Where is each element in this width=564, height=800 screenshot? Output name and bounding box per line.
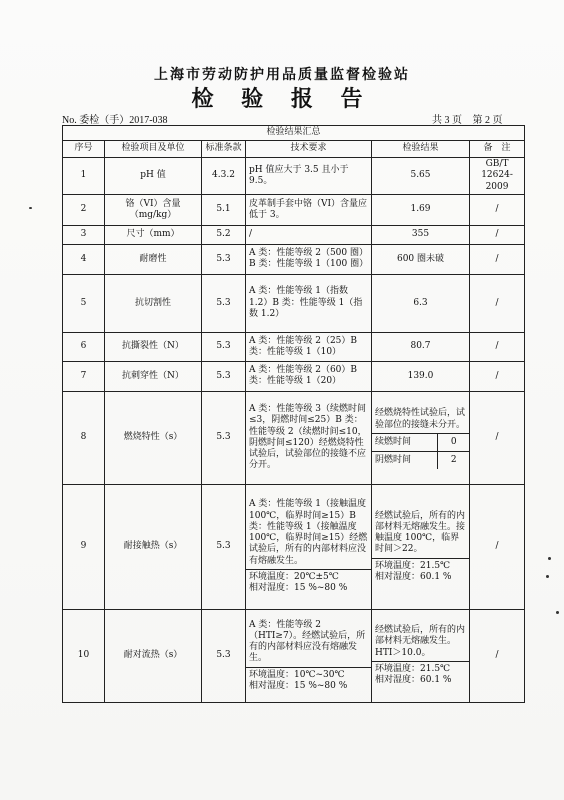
technical-requirement: A 类：性能等级 3（续燃时间≤3，阴燃时间≤25）B 类：性能等级 2（续燃时间≤10，阴燃时间≤120）经燃烧特性试验后，试验部位的接缝不应分开。: [246, 391, 372, 484]
table-header-row: [63, 141, 525, 158]
technical-requirement: 皮革制手套中铬（VI）含量应低于 3。: [246, 194, 372, 225]
test-result: 6.3: [372, 274, 470, 332]
standard-clause: 5.3: [202, 244, 246, 274]
requirement-environment: [246, 667, 371, 695]
remark: /: [470, 194, 525, 225]
ambient-temperature: 环境温度：21.5℃: [375, 560, 451, 571]
technical-requirement: A 类：性能等级 2（60）B 类：性能等级 1（20）: [246, 361, 372, 391]
test-result: [372, 391, 470, 484]
test-result: [372, 609, 470, 702]
result-environment: [372, 661, 469, 689]
test-item: 燃烧特性（s）: [105, 391, 202, 484]
row-number: 10: [63, 609, 105, 702]
row-number: 1: [63, 158, 105, 195]
afterglow-value: 2: [438, 452, 469, 470]
technical-requirement: A 类：性能等级 1（指数 1.2）B 类：性能等级 1（指数 1.2）: [246, 274, 372, 332]
table-row: [63, 391, 525, 484]
row-number: 3: [63, 225, 105, 244]
table-row: [63, 158, 525, 195]
row-number: 9: [63, 484, 105, 609]
remark: /: [470, 484, 525, 609]
test-item: 耐接触热（s）: [105, 484, 202, 609]
technical-requirement: [246, 484, 372, 609]
standard-clause: 5.3: [202, 361, 246, 391]
row-number: 6: [63, 332, 105, 361]
ambient-temperature: 环境温度：20℃±5℃: [249, 571, 339, 582]
standard-clause: 4.3.2: [202, 158, 246, 195]
standard-clause: 5.3: [202, 274, 246, 332]
relative-humidity: 相对湿度：60.1 %: [375, 675, 452, 686]
standard-clause: 5.3: [202, 391, 246, 484]
test-result: 80.7: [372, 332, 470, 361]
table-row: [63, 361, 525, 391]
standard-clause: 5.3: [202, 332, 246, 361]
result-text: 经燃试验后，所有的内部材料无熔融发生。HTI＞10.0。: [375, 625, 466, 658]
row-number: 8: [63, 391, 105, 484]
requirement-text: A 类：性能等级 2（HTI≥7）。经燃试验后，所有的内部材料应没有熔融发生。: [249, 619, 366, 664]
result-environment: [372, 558, 469, 586]
standard-clause: 5.1: [202, 194, 246, 225]
table-row: [63, 274, 525, 332]
remark: /: [470, 274, 525, 332]
remark: /: [470, 391, 525, 484]
test-result: 1.69: [372, 194, 470, 225]
remark: /: [470, 361, 525, 391]
row-number: 7: [63, 361, 105, 391]
column-header: 检验项目及单位: [105, 141, 202, 158]
afterglow-label: 阴燃时间: [372, 452, 438, 470]
scan-speck: [548, 557, 551, 560]
technical-requirement: A 类：性能等级 2（500 圈）B 类：性能等级 1（100 圈）: [246, 244, 372, 274]
remark: /: [470, 244, 525, 274]
technical-requirement: [246, 609, 372, 702]
column-header: 序号: [63, 141, 105, 158]
test-item: 抗刺穿性（N）: [105, 361, 202, 391]
requirement-environment: [246, 569, 371, 597]
column-header: 检验结果: [372, 141, 470, 158]
row-number: 5: [63, 274, 105, 332]
requirement-text: A 类：性能等级 1（接触温度 100℃，临界时间≥15）B 类：性能等级 1（接触温度 100℃，临界时间≥15）经燃试验后，所有的内部材料应没有熔融发生。: [249, 499, 368, 566]
report-number: No. 委检（手）2017-038: [62, 115, 168, 126]
results-summary-table: [62, 125, 525, 703]
table-row: [63, 332, 525, 361]
relative-humidity: 相对湿度：60.1 %: [375, 571, 452, 582]
technical-requirement: /: [246, 225, 372, 244]
row-number: 2: [63, 194, 105, 225]
standard-clause: 5.3: [202, 609, 246, 702]
page-indicator: [432, 111, 511, 126]
ambient-temperature: 环境温度：10℃~30℃: [249, 669, 345, 680]
table-caption: 检验结果汇总: [63, 126, 525, 141]
technical-requirement: A 类：性能等级 2（25）B 类：性能等级 1（10）: [246, 332, 372, 361]
test-result: [372, 484, 470, 609]
test-result: 5.65: [372, 158, 470, 195]
scan-speck: [556, 611, 559, 614]
ambient-temperature: 环境温度：21.5℃: [375, 663, 451, 674]
table-row: [63, 609, 525, 702]
remark: /: [470, 609, 525, 702]
pages-total: 共 3 页: [432, 115, 462, 126]
afterflame-value: 0: [438, 433, 469, 451]
table-row: [63, 225, 525, 244]
technical-requirement: pH 值应大于 3.5 且小于 9.5。: [246, 158, 372, 195]
scan-speck: [546, 575, 549, 578]
remark: /: [470, 225, 525, 244]
table-row: [63, 484, 525, 609]
result-text: 经燃试验后，所有的内部材料无熔融发生。接触温度 100℃，临界时间＞22。: [375, 510, 466, 555]
scan-speck: [29, 207, 32, 209]
standard-clause: 5.3: [202, 484, 246, 609]
test-item: 耐对流热（s）: [105, 609, 202, 702]
test-item: 耐磨性: [105, 244, 202, 274]
remark: /: [470, 332, 525, 361]
test-item: 尺寸（mm）: [105, 225, 202, 244]
row-number: 4: [63, 244, 105, 274]
test-result: 139.0: [372, 361, 470, 391]
relative-humidity: 相对湿度：15 %~80 %: [249, 680, 348, 691]
test-item: pH 值: [105, 158, 202, 195]
column-header: 技术要求: [246, 141, 372, 158]
report-title: 检 验 报 告: [191, 86, 373, 112]
test-item: 抗切割性: [105, 274, 202, 332]
relative-humidity: 相对湿度：15 %~80 %: [249, 583, 348, 593]
burning-times: [372, 433, 469, 470]
column-header: 标准条款: [202, 141, 246, 158]
organization-name: 上海市劳动防护用品质量监督检验站: [154, 67, 410, 83]
table-row: [63, 244, 525, 274]
table-row: [63, 194, 525, 225]
afterflame-label: 续燃时间: [372, 433, 438, 451]
remark: GB/T 12624-2009: [470, 158, 525, 195]
page-current: 第 2 页: [472, 115, 503, 126]
test-item: 铬（VI）含量（mg/kg）: [105, 194, 202, 225]
test-item: 抗撕裂性（N）: [105, 332, 202, 361]
test-result: 355: [372, 225, 470, 244]
column-header: 备 注: [470, 141, 525, 158]
standard-clause: 5.2: [202, 225, 246, 244]
test-result: 600 圈未破: [372, 244, 470, 274]
burning-result-text: 经燃烧特性试验后，试验部位的接缝未分开。: [375, 408, 466, 430]
